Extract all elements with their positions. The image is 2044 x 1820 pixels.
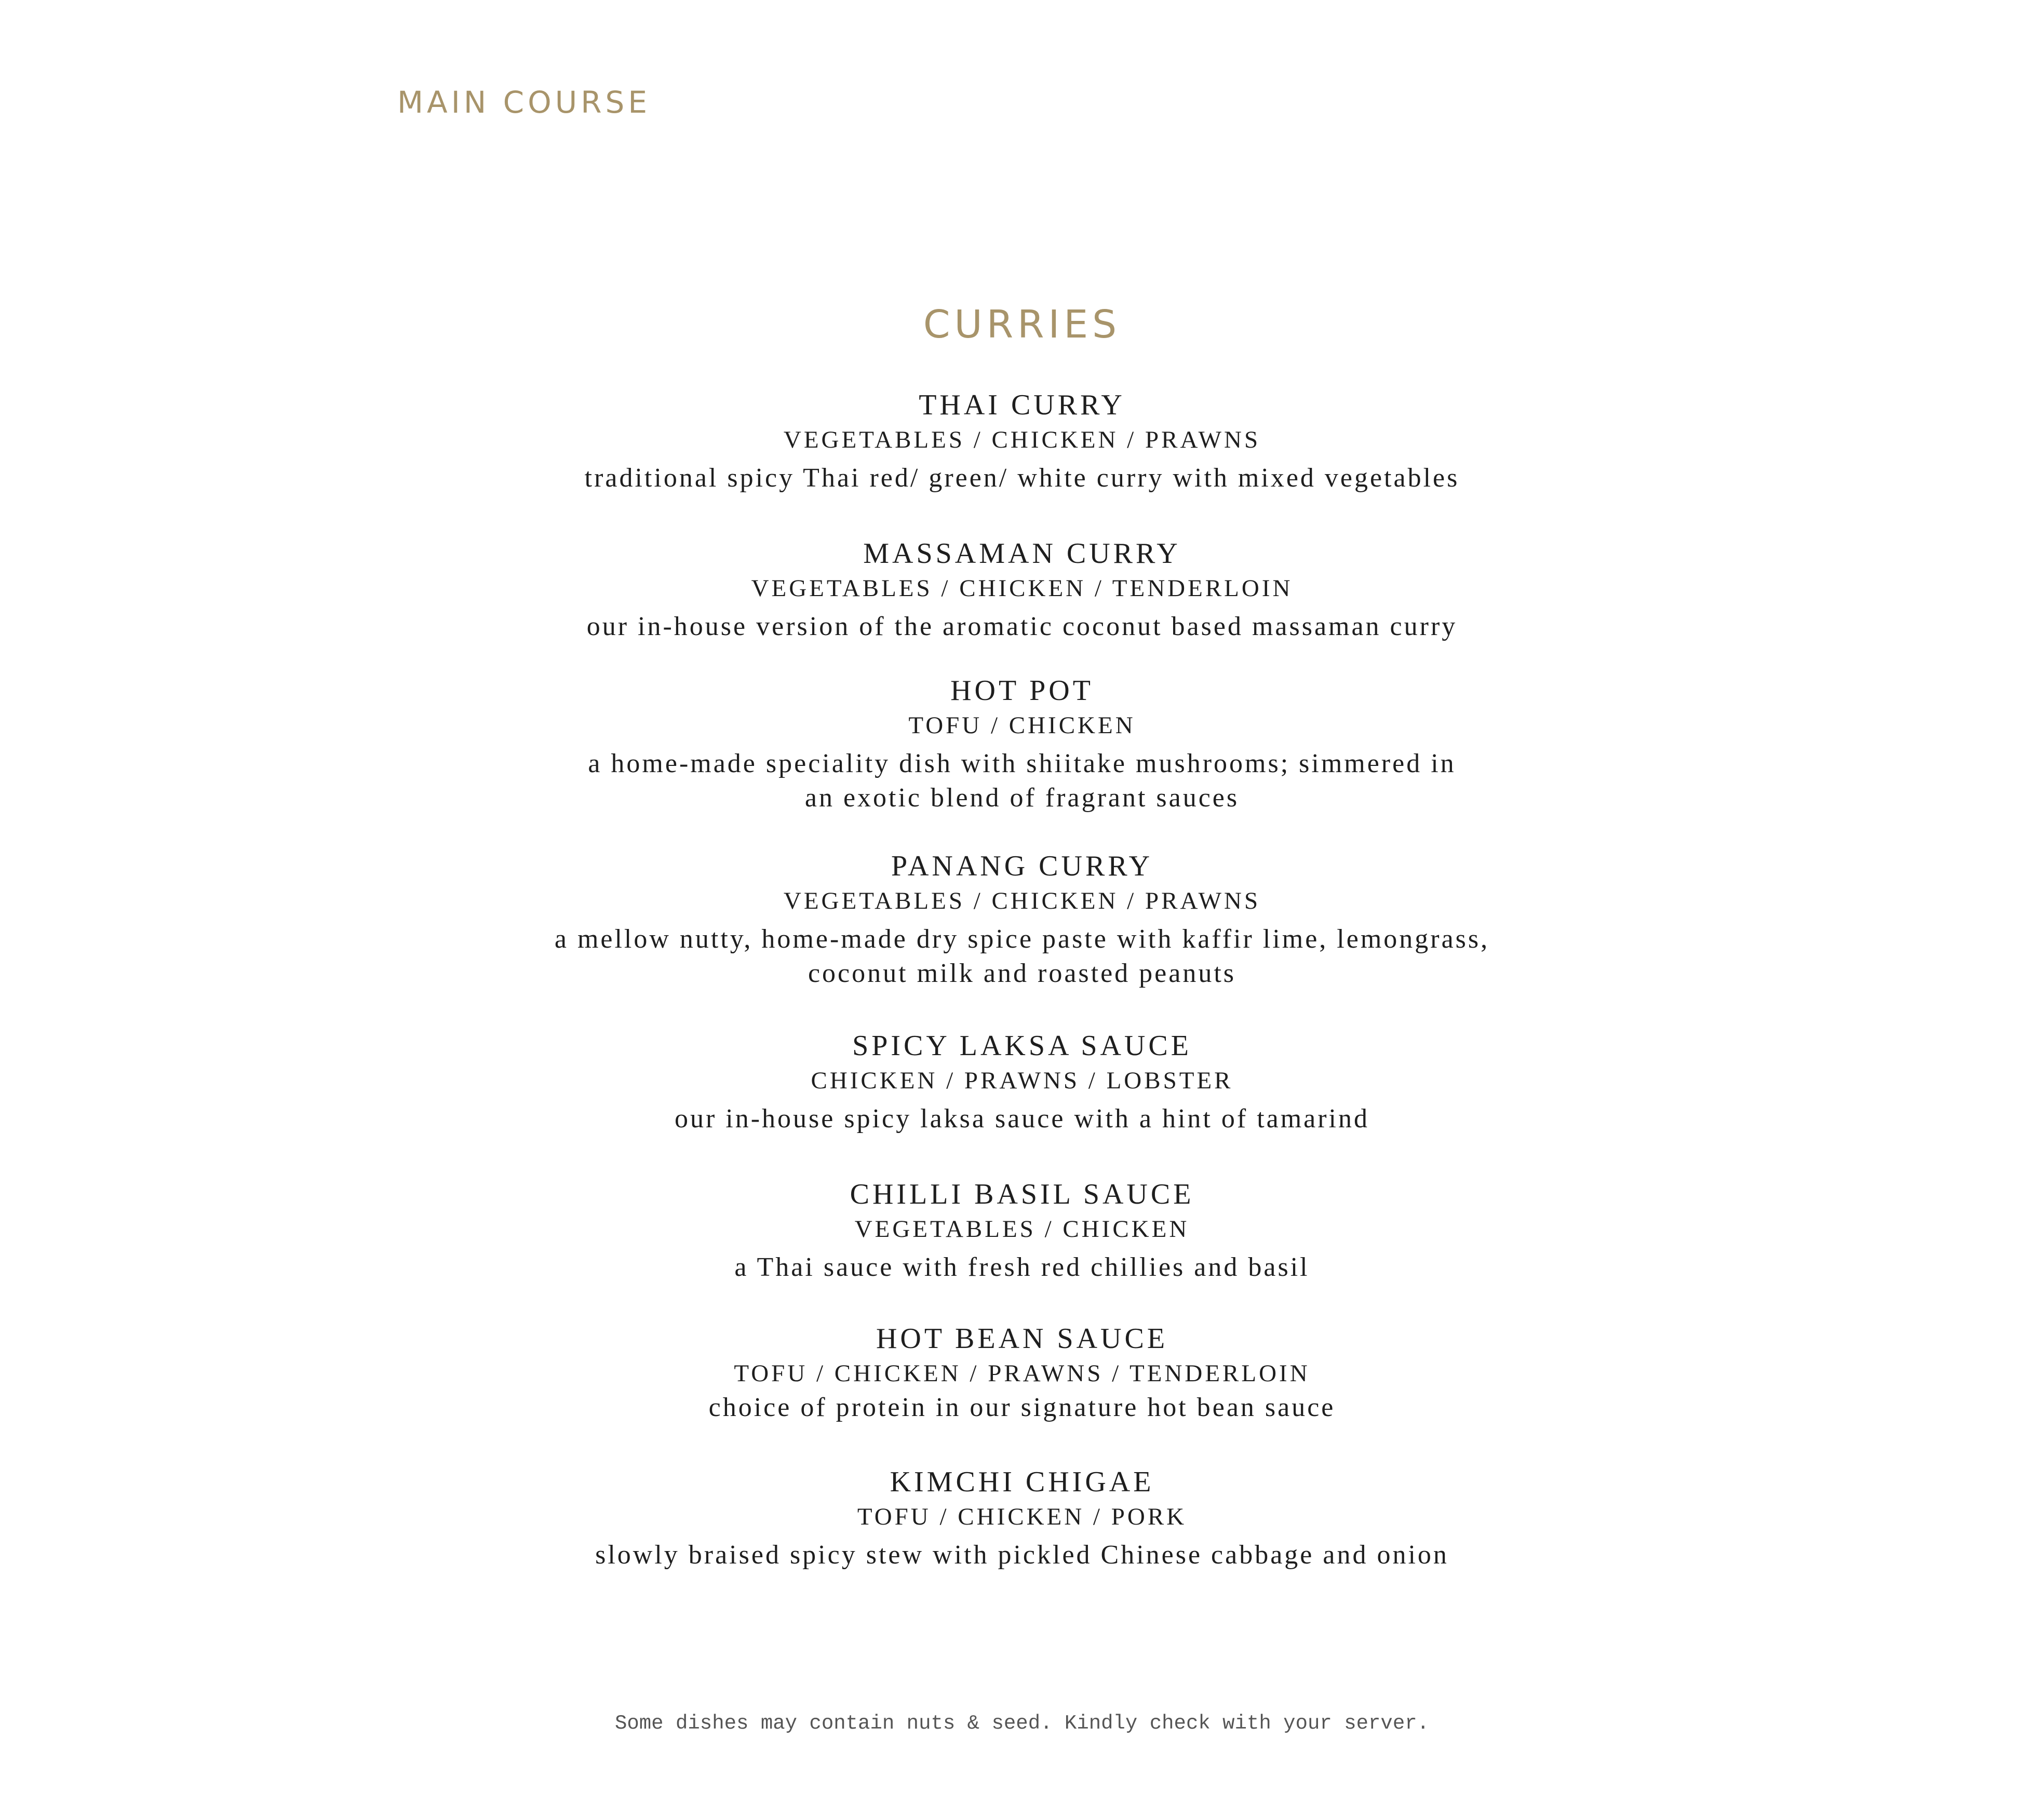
dish-thai-curry (0, 388, 2044, 495)
dish-name: HOT BEAN SAUCE (876, 1323, 1168, 1355)
section-title: CURRIES (923, 302, 1121, 347)
dish-description-line: traditional spicy Thai red/ green/ white curry with mixed vegetables (584, 463, 1460, 493)
dish-description (0, 1538, 2044, 1572)
dish-name: PANANG CURRY (891, 850, 1153, 882)
dish-options: VEGETABLES / CHICKEN / PRAWNS (783, 426, 1261, 453)
dish-options: VEGETABLES / CHICKEN / TENDERLOIN (751, 575, 1293, 602)
dish-name: SPICY LAKSA SAUCE (852, 1030, 1192, 1062)
dish-hot-bean-sauce (0, 1322, 2044, 1425)
dish-spicy-laksa-sauce (0, 1029, 2044, 1136)
dish-chilli-basil-sauce (0, 1178, 2044, 1285)
dish-description-line: a home-made speciality dish with shiitake mushrooms; simmered in (588, 749, 1456, 778)
dish-description-line: a mellow nutty, home-made dry spice paste with kaffir lime, lemongrass, (554, 924, 1490, 954)
page-label: MAIN COURSE (397, 85, 651, 120)
dish-options: CHICKEN / PRAWNS / LOBSTER (811, 1067, 1233, 1094)
dish-name: THAI CURRY (919, 389, 1125, 421)
dish-description (0, 747, 2044, 815)
dish-name: MASSAMAN CURRY (863, 537, 1181, 570)
dish-massaman-curry (0, 537, 2044, 644)
dish-description (0, 922, 2044, 991)
dish-description (0, 461, 2044, 495)
dish-description (0, 610, 2044, 644)
dish-description (0, 1391, 2044, 1425)
dish-options: TOFU / CHICKEN / PORK (857, 1503, 1187, 1530)
allergen-note: Some dishes may contain nuts & seed. Kindly check with your server. (614, 1712, 1430, 1735)
dish-description (0, 1102, 2044, 1136)
dish-description-line: choice of protein in our signature hot bean sauce (708, 1393, 1336, 1422)
dish-description-line: an exotic blend of fragrant sauces (804, 783, 1240, 813)
dish-description-line: coconut milk and roasted peanuts (808, 959, 1236, 988)
dish-hot-pot (0, 674, 2044, 815)
dish-description-line: a Thai sauce with fresh red chillies and basil (734, 1252, 1310, 1282)
dish-options: TOFU / CHICKEN / PRAWNS / TENDERLOIN (734, 1360, 1310, 1387)
dish-description-line: our in-house version of the aromatic coconut based massaman curry (586, 612, 1458, 641)
dish-name: CHILLI BASIL SAUCE (850, 1178, 1194, 1210)
dish-description (0, 1250, 2044, 1285)
dish-description-line: our in-house spicy laksa sauce with a hint of tamarind (674, 1104, 1370, 1134)
dish-options: VEGETABLES / CHICKEN (854, 1216, 1190, 1243)
dish-panang-curry (0, 850, 2044, 991)
dish-options: TOFU / CHICKEN (908, 712, 1136, 739)
dish-name: KIMCHI CHIGAE (890, 1466, 1154, 1498)
dish-description-line: slowly braised spicy stew with pickled Chinese cabbage and onion (595, 1540, 1449, 1570)
dish-options: VEGETABLES / CHICKEN / PRAWNS (783, 887, 1261, 914)
dish-kimchi-chigae (0, 1465, 2044, 1572)
dish-name: HOT POT (950, 675, 1094, 707)
